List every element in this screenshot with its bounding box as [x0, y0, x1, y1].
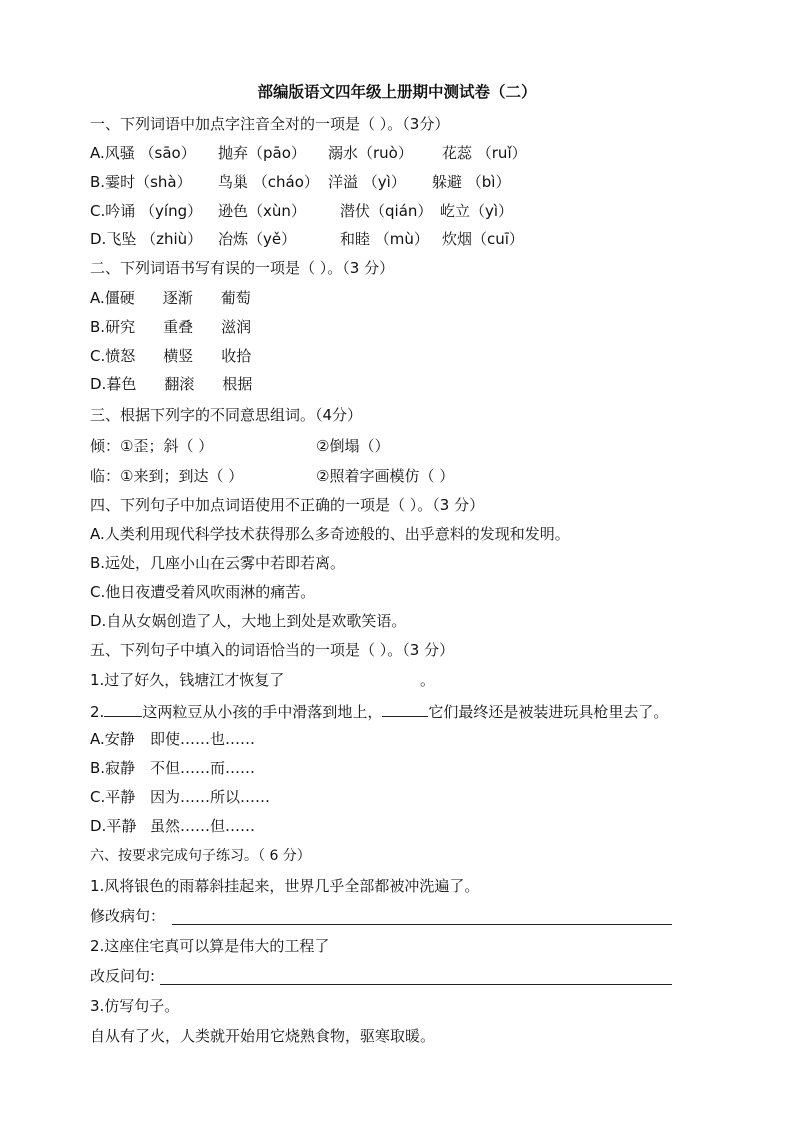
q2-option-c: C.愤怒 横竖 收拾: [90, 347, 252, 365]
q1-option-d: [90, 229, 524, 249]
q1-a-label-item1: A.风骚 （sāo）: [90, 144, 196, 162]
q2-option-d: D.暮色 翻滚 根据: [90, 375, 253, 393]
q6-sentence-2: 2.这座住宅真可以算是伟大的工程了: [90, 937, 330, 955]
q1-option-c: [90, 201, 513, 221]
q6-sentence-3: 3.仿写句子。: [90, 997, 180, 1015]
q6-stem: 六、按要求完成句子练习。（ 6 分）: [90, 848, 311, 864]
q6-s2-answer-line[interactable]: [160, 984, 672, 985]
q1-c-label-item1: C.吟诵 （yíng）: [90, 202, 203, 220]
q5-blank-2[interactable]: [382, 700, 428, 717]
q1-d-item4: 炊烟（cuī）: [442, 230, 524, 248]
q6-s3-example: 自从有了火，人类就开始用它烧熟食物，驱寒取暖。: [90, 1027, 436, 1045]
q1-option-a: [90, 143, 527, 163]
q4-option-b: B.远处，几座小山在云雾中若即若离。: [90, 554, 346, 572]
q3-line2-b: ②照着字画模仿（ ）: [316, 467, 455, 485]
q1-b-item2: 鸟巢 （cháo）: [218, 173, 319, 191]
q1-d-item3: 和睦 （mù）: [340, 230, 429, 248]
q6-s2-prompt: 改反问句:: [90, 967, 156, 985]
q5-option-c: C.平静 因为……所以……: [90, 788, 271, 806]
q5-stem: 五、下列句子中填入的词语恰当的一项是（ ）。（3 分）: [90, 641, 455, 659]
q2-option-a: A.僵硬 逐渐 葡萄: [90, 289, 251, 307]
q1-d-item2: 冶炼（yě）: [218, 230, 297, 248]
q3-line2: [90, 466, 454, 486]
q1-stem: 一、下列词语中加点字注音全对的一项是（ ）。（3分）: [90, 115, 450, 133]
q3-line2-a: 临：①来到；到达（ ）: [90, 467, 244, 485]
q1-a-item2: 抛弃（pāo）: [218, 144, 306, 162]
q1-option-b: [90, 172, 510, 192]
q5-blank-1[interactable]: [104, 700, 142, 717]
q3-stem: 三、根据下列字的不同意思组词。（4分）: [90, 406, 363, 424]
q5-option-a: A.安静 即使……也……: [90, 730, 256, 748]
q1-a-item4: 花蕊 （ruǐ）: [442, 144, 527, 162]
q6-sentence-1: 1.风将银色的雨幕斜挂起来，世界几乎全部都被冲洗遍了。: [90, 877, 480, 895]
q6-s1-prompt: 修改病句：: [90, 907, 166, 925]
q3-line1-a: 倾：①歪；斜（ ）: [90, 437, 214, 455]
q1-b-item3: 洋溢 （yì）: [328, 173, 406, 191]
q1-c-item3: 潜伏（qián）: [340, 202, 433, 220]
q4-option-a: A.人类利用现代科学技术获得那么多奇迹般的、出乎意料的发现和发明。: [90, 525, 570, 543]
q1-c-item2: 逊色（xùn）: [218, 202, 306, 220]
q1-b-label-item1: B.霎时（shà）: [90, 173, 192, 191]
q5-sentence-1: 1.过了好久，钱塘江才恢复了 。: [90, 671, 436, 689]
q1-b-item4: 躲避 （bì）: [432, 173, 511, 191]
q2-option-b: B.研究 重叠 滋润: [90, 318, 252, 336]
q6-s1-answer-line[interactable]: [172, 924, 672, 925]
q5-option-d: D.平静 虽然……但……: [90, 817, 256, 835]
q4-option-d: D.自从女娲创造了人，大地上到处是欢歌笑语。: [90, 612, 407, 630]
q4-option-c: C.他日夜遭受着风吹雨淋的痛苦。: [90, 583, 316, 601]
q5-option-b: B.寂静 不但……而……: [90, 759, 256, 777]
q4-stem: 四、下列句子中加点词语使用不正确的一项是（ ）。（3 分）: [90, 496, 485, 514]
q2-stem: 二、下列词语书写有误的一项是（ ）。（3 分）: [90, 259, 395, 277]
q1-c-item4: 屹立（yì）: [440, 202, 514, 220]
q1-a-item3: 溺水（ruò）: [328, 144, 413, 162]
q5-sentence-2: 2. 这两粒豆从小孩的手中滑落到地上， 它们最终还是被装进玩具枪里去了。: [90, 700, 668, 722]
q3-line1: [90, 436, 389, 456]
page-title: 部编版语文四年级上册期中测试卷（二）: [257, 82, 537, 101]
q1-d-label-item1: D.飞坠 （zhiù）: [90, 230, 203, 248]
q3-line1-b: ②倒塌（）: [316, 437, 390, 455]
